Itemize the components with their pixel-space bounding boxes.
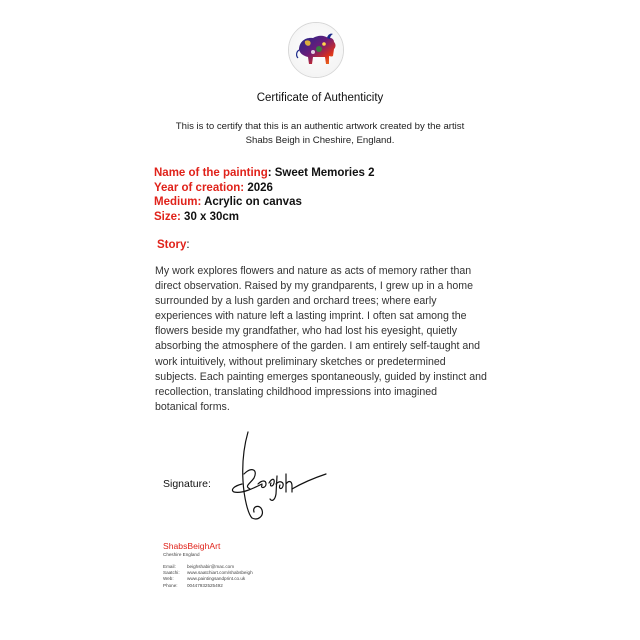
bull-logo-icon bbox=[289, 23, 343, 77]
contact-key: Web: bbox=[163, 576, 174, 582]
signature-label: Signature: bbox=[163, 478, 211, 490]
intro-line: Shabs Beigh in Cheshire, England. bbox=[245, 135, 395, 146]
contact-key: Phone: bbox=[163, 582, 178, 588]
contact-web[interactable]: www.paintingsandprint.co.uk bbox=[187, 576, 246, 582]
brand-name: ShabsBeighArt bbox=[163, 541, 221, 551]
story-line: recollection, translating childhood impressions into imagined bbox=[155, 385, 438, 398]
size-row: Size: 30 x 30cm bbox=[154, 210, 240, 223]
story-line: My work explores flowers and nature as acts of memory rather than bbox=[155, 265, 472, 277]
story-line: surrounded by a lush garden and orchard trees; where early bbox=[155, 295, 437, 308]
contact-email[interactable]: beighshabir@mac.com bbox=[187, 564, 235, 569]
contact-phone[interactable]: 00447932525492 bbox=[187, 582, 223, 588]
story-line: experiences with nature left a lasting imprint. I often sat among the bbox=[155, 310, 467, 323]
story-line: subjects. Each painting emerges spontaneously, guided by instinct and bbox=[155, 370, 487, 383]
story-line: direct observation. Raised by my grandparents, I grew up in a home bbox=[155, 280, 473, 293]
story-line: botanical forms. bbox=[155, 400, 230, 413]
contact-saatchi[interactable]: www.saatchiart.com/shabsbeigh bbox=[187, 570, 253, 576]
story-heading: Story: bbox=[157, 239, 190, 251]
painting-name-row: Name of the painting: Sweet Memories 2 bbox=[154, 167, 375, 179]
certificate-intro bbox=[150, 120, 490, 148]
contact-key: Saatchi: bbox=[163, 570, 180, 576]
year-row: Year of creation: 2026 bbox=[154, 181, 273, 194]
story-line: work intuitively, without preliminary sketches or predetermined bbox=[155, 355, 446, 368]
medium-value: Acrylic on canvas bbox=[204, 196, 302, 208]
story-line: flowers beside my grandfather, who had lost his eyesight, quietly bbox=[155, 325, 458, 338]
medium-row: Medium: Acrylic on canvas bbox=[154, 196, 302, 208]
certificate-title: Certificate of Authenticity bbox=[256, 92, 384, 104]
year-label: Year of creation bbox=[154, 181, 241, 194]
artist-logo bbox=[288, 22, 344, 78]
artwork-details bbox=[154, 166, 374, 224]
intro-line: This is to certify that this is an authentic artwork created by the artist bbox=[175, 121, 465, 132]
medium-label: Medium bbox=[154, 196, 198, 208]
size-value: 30 x 30cm bbox=[184, 210, 240, 223]
handwritten-signature bbox=[222, 426, 332, 531]
contact-list bbox=[163, 564, 253, 589]
contact-row bbox=[163, 583, 253, 589]
story-text bbox=[155, 264, 505, 415]
year-value: 2026 bbox=[247, 181, 273, 194]
size-label: Size bbox=[154, 210, 178, 223]
brand-location: Cheshire England bbox=[163, 552, 200, 557]
story-line: absorbing the atmosphere of the garden. I am entirely self-taught and bbox=[155, 340, 481, 353]
artist-contact-footer bbox=[163, 541, 253, 589]
story-title: Story bbox=[157, 239, 187, 251]
signature-icon bbox=[222, 426, 332, 526]
contact-key: Email: bbox=[163, 564, 176, 569]
painting-name-value: Sweet Memories 2 bbox=[274, 167, 375, 179]
painting-name-label: Name of the painting bbox=[154, 167, 268, 179]
